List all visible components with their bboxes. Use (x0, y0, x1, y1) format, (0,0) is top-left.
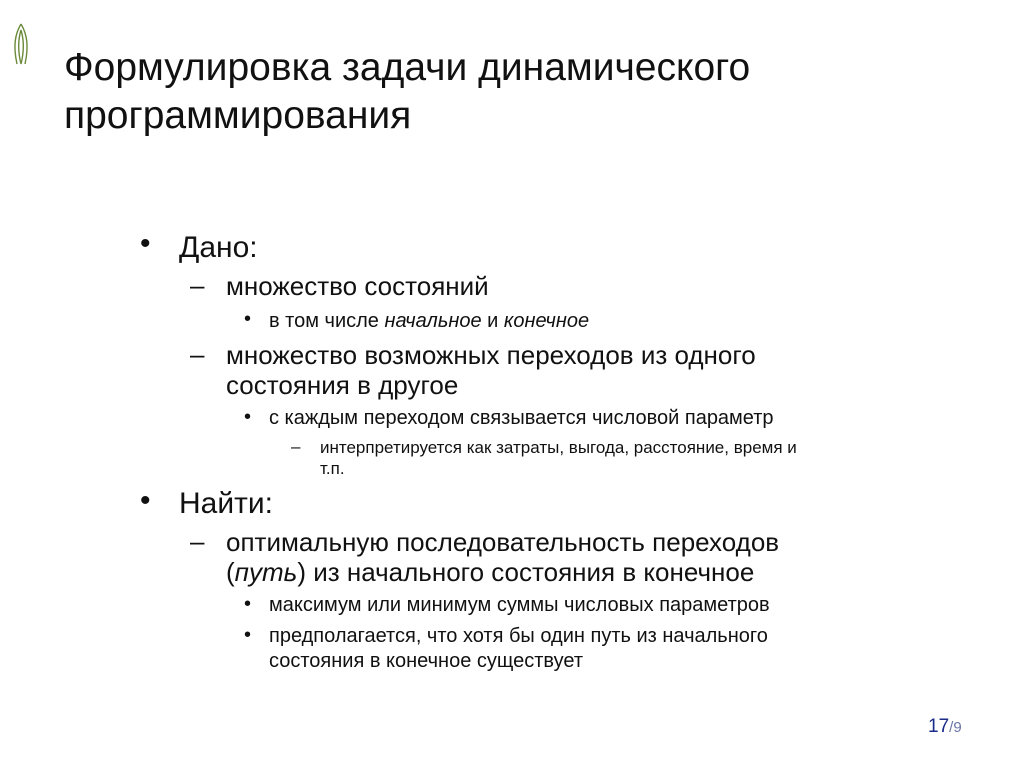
bullet-icon: • (244, 593, 252, 615)
given-interpret-line-1: интерпретируется как затраты, выгода, расстояние, время и (320, 438, 797, 457)
find-heading: Найти: (179, 487, 273, 520)
sequence-path: путь (234, 557, 298, 587)
given-transitions-line-2: состояния в другое (226, 370, 459, 400)
plant-sprout-icon (9, 22, 33, 66)
given-heading: Дано: (179, 231, 258, 264)
dash-icon: – (291, 437, 301, 456)
bullet-icon: • (244, 406, 252, 428)
states-detail-conj: и (481, 310, 504, 332)
slide-title (64, 44, 964, 139)
bullet-icon: • (244, 308, 252, 330)
find-sequence-line-1: оптимальную последовательность переходов (226, 527, 780, 557)
states-detail-prefix: в том числе (269, 310, 385, 332)
find-assume-line-2: состояния в конечное существует (269, 650, 583, 672)
given-param: с каждым переходом связывается числовой параметр (269, 407, 774, 429)
states-detail-final: конечное (503, 310, 590, 332)
dash-icon: – (190, 270, 205, 300)
given-transitions-line-1: множество возможных переходов из одного (226, 340, 756, 370)
find-assume-line-1: предполагается, что хотя бы один путь из начального (269, 625, 768, 647)
sequence-open: ( (226, 557, 235, 587)
given-states: множество состояний (226, 271, 489, 301)
page-total: 9 (953, 719, 962, 736)
bullet-icon: • (140, 227, 151, 260)
page-separator: / (949, 719, 954, 736)
title-line-2: программирования (64, 93, 412, 137)
page-number (928, 716, 962, 738)
bullet-icon: • (244, 624, 252, 646)
dash-icon: – (190, 339, 205, 369)
given-interpret-line-2: т.п. (320, 459, 345, 478)
find-criterion: максимум или минимум суммы числовых параметров (269, 594, 770, 616)
dash-icon: – (190, 526, 205, 556)
given-states-detail (269, 310, 589, 333)
states-detail-initial: начальное (384, 310, 482, 332)
bullet-icon: • (140, 484, 151, 517)
page-current: 17 (928, 716, 950, 737)
find-sequence-line-2 (226, 557, 754, 588)
sequence-rest: ) из начального состояния в конечное (297, 557, 755, 587)
title-line-1: Формулировка задачи динамического (64, 46, 751, 89)
